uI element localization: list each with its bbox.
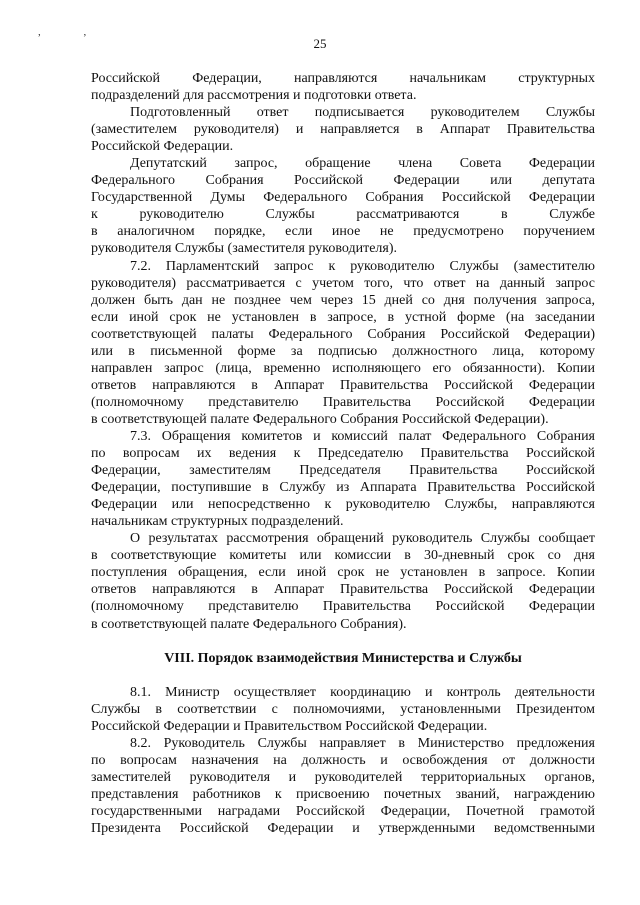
text-line: направлен запрос (лица, временно исполняющего его обязанности). Копии (91, 360, 595, 376)
text-line: 7.3. Обращения комитетов и комиссий палат Федерального Собрания (130, 428, 595, 444)
text-line: в соответствующей палате Федерального Собрания Российской Федерации). (91, 411, 549, 427)
text-line: ответов направляются в Аппарат Правительства Российской Федерации (91, 582, 595, 598)
text-line: (заместителем руководителя) и направляется в Аппарат Правительства (91, 122, 595, 138)
text-line: в соответствующие комитеты или комиссии в 30-дневный срок со дня (91, 548, 595, 564)
text-line: Федерации или непосредственно к руководителю Службы, направляются (91, 497, 595, 513)
text-line: 8.2. Руководитель Службы направляет в Министерство предложения (130, 735, 595, 751)
text-line: Российской Федерации и Правительством Российской Федерации. (91, 718, 488, 734)
spacer (91, 633, 595, 650)
text-line: в соответствующей палате Федерального Собрания). (91, 616, 407, 632)
text-line: руководителя) рассматривается с учетом того, что ответ на данный запрос (91, 275, 595, 291)
section-heading: VIII. Порядок взаимодействия Министерства и Службы (164, 650, 522, 666)
text-line: по вопросам назначения на должность и освобождения от должности (91, 752, 595, 768)
text-line: поступления обращения, если иной срок не установлен в запросе. Копии (91, 565, 595, 581)
text-line: О результатах рассмотрения обращений руководитель Службы сообщает (130, 531, 595, 547)
text-line: заместителей руководителя и руководителей территориальных органов, (91, 769, 595, 785)
text-line: соответствующей палаты Федерального Собрания Российской Федерации) (91, 326, 595, 342)
corner-marks: , , (38, 26, 107, 38)
text-line: по вопросам их ведения к Председателю Правительства Российской (91, 446, 595, 462)
text-line: должен быть дан не позднее чем через 15 дней со дня получения запроса, (91, 292, 595, 308)
text-line: Государственной Думы Федерального Собрания Российской Федерации (91, 190, 595, 206)
section-vii-continuation (91, 70, 595, 633)
section-viii-text (91, 684, 595, 837)
text-line: подразделений для рассмотрения и подготовки ответа. (91, 88, 417, 104)
text-line: Подготовленный ответ подписывается руководителем Службы (130, 105, 595, 121)
text-line: (полномочному представителю Правительства Российской Федерации (91, 599, 595, 615)
text-line: (полномочному представителю Правительства Российской Федерации (91, 394, 595, 410)
text-line: Федерального Собрания Российской Федерации или депутата (91, 173, 595, 189)
text-line: Депутатский запрос, обращение члена Совета Федерации (130, 156, 595, 172)
body-text (91, 70, 595, 837)
text-line: 7.2. Парламентский запрос к руководителю Службы (заместителю (130, 258, 595, 274)
text-line: если иной срок не установлен в запросе, в устной форме (на заседании (91, 309, 595, 325)
text-line: Российской Федерации. (91, 139, 234, 155)
text-line: 8.1. Министр осуществляет координацию и контроль деятельности (130, 684, 595, 700)
text-line: Президента Российской Федерации и утвержденными ведомственными (91, 820, 595, 836)
spacer (91, 667, 595, 684)
page-number: 25 (313, 36, 327, 51)
text-line: Службы в соответствии с полномочиями, установленными Президентом (91, 701, 595, 717)
text-line: Российской Федерации, направляются начальникам структурных (91, 71, 595, 86)
text-line: руководителя Службы (заместителя руководителя). (91, 241, 398, 257)
text-line: начальникам структурных подразделений. (91, 514, 344, 530)
text-line: к руководителю Службы рассматриваются в Службе (91, 207, 595, 223)
text-line: Федерации, поступившие в Службу из Аппарата Правительства Российской (91, 480, 595, 496)
text-line: представления работников к присвоению почетных званий, награждению (91, 786, 595, 802)
text-line: Федерации, заместителям Председателя Правительства Российской (91, 463, 595, 479)
text-line: государственными наградами Российской Федерации, Почетной грамотой (91, 803, 595, 819)
text-line: в аналогичном порядке, если иное не предусмотрено поручением (91, 224, 595, 240)
text-line: или в письменной форме за подписью должностного лица, которому (91, 343, 595, 359)
text-line: ответов направляются в Аппарат Правительства Российской Федерации (91, 377, 595, 393)
